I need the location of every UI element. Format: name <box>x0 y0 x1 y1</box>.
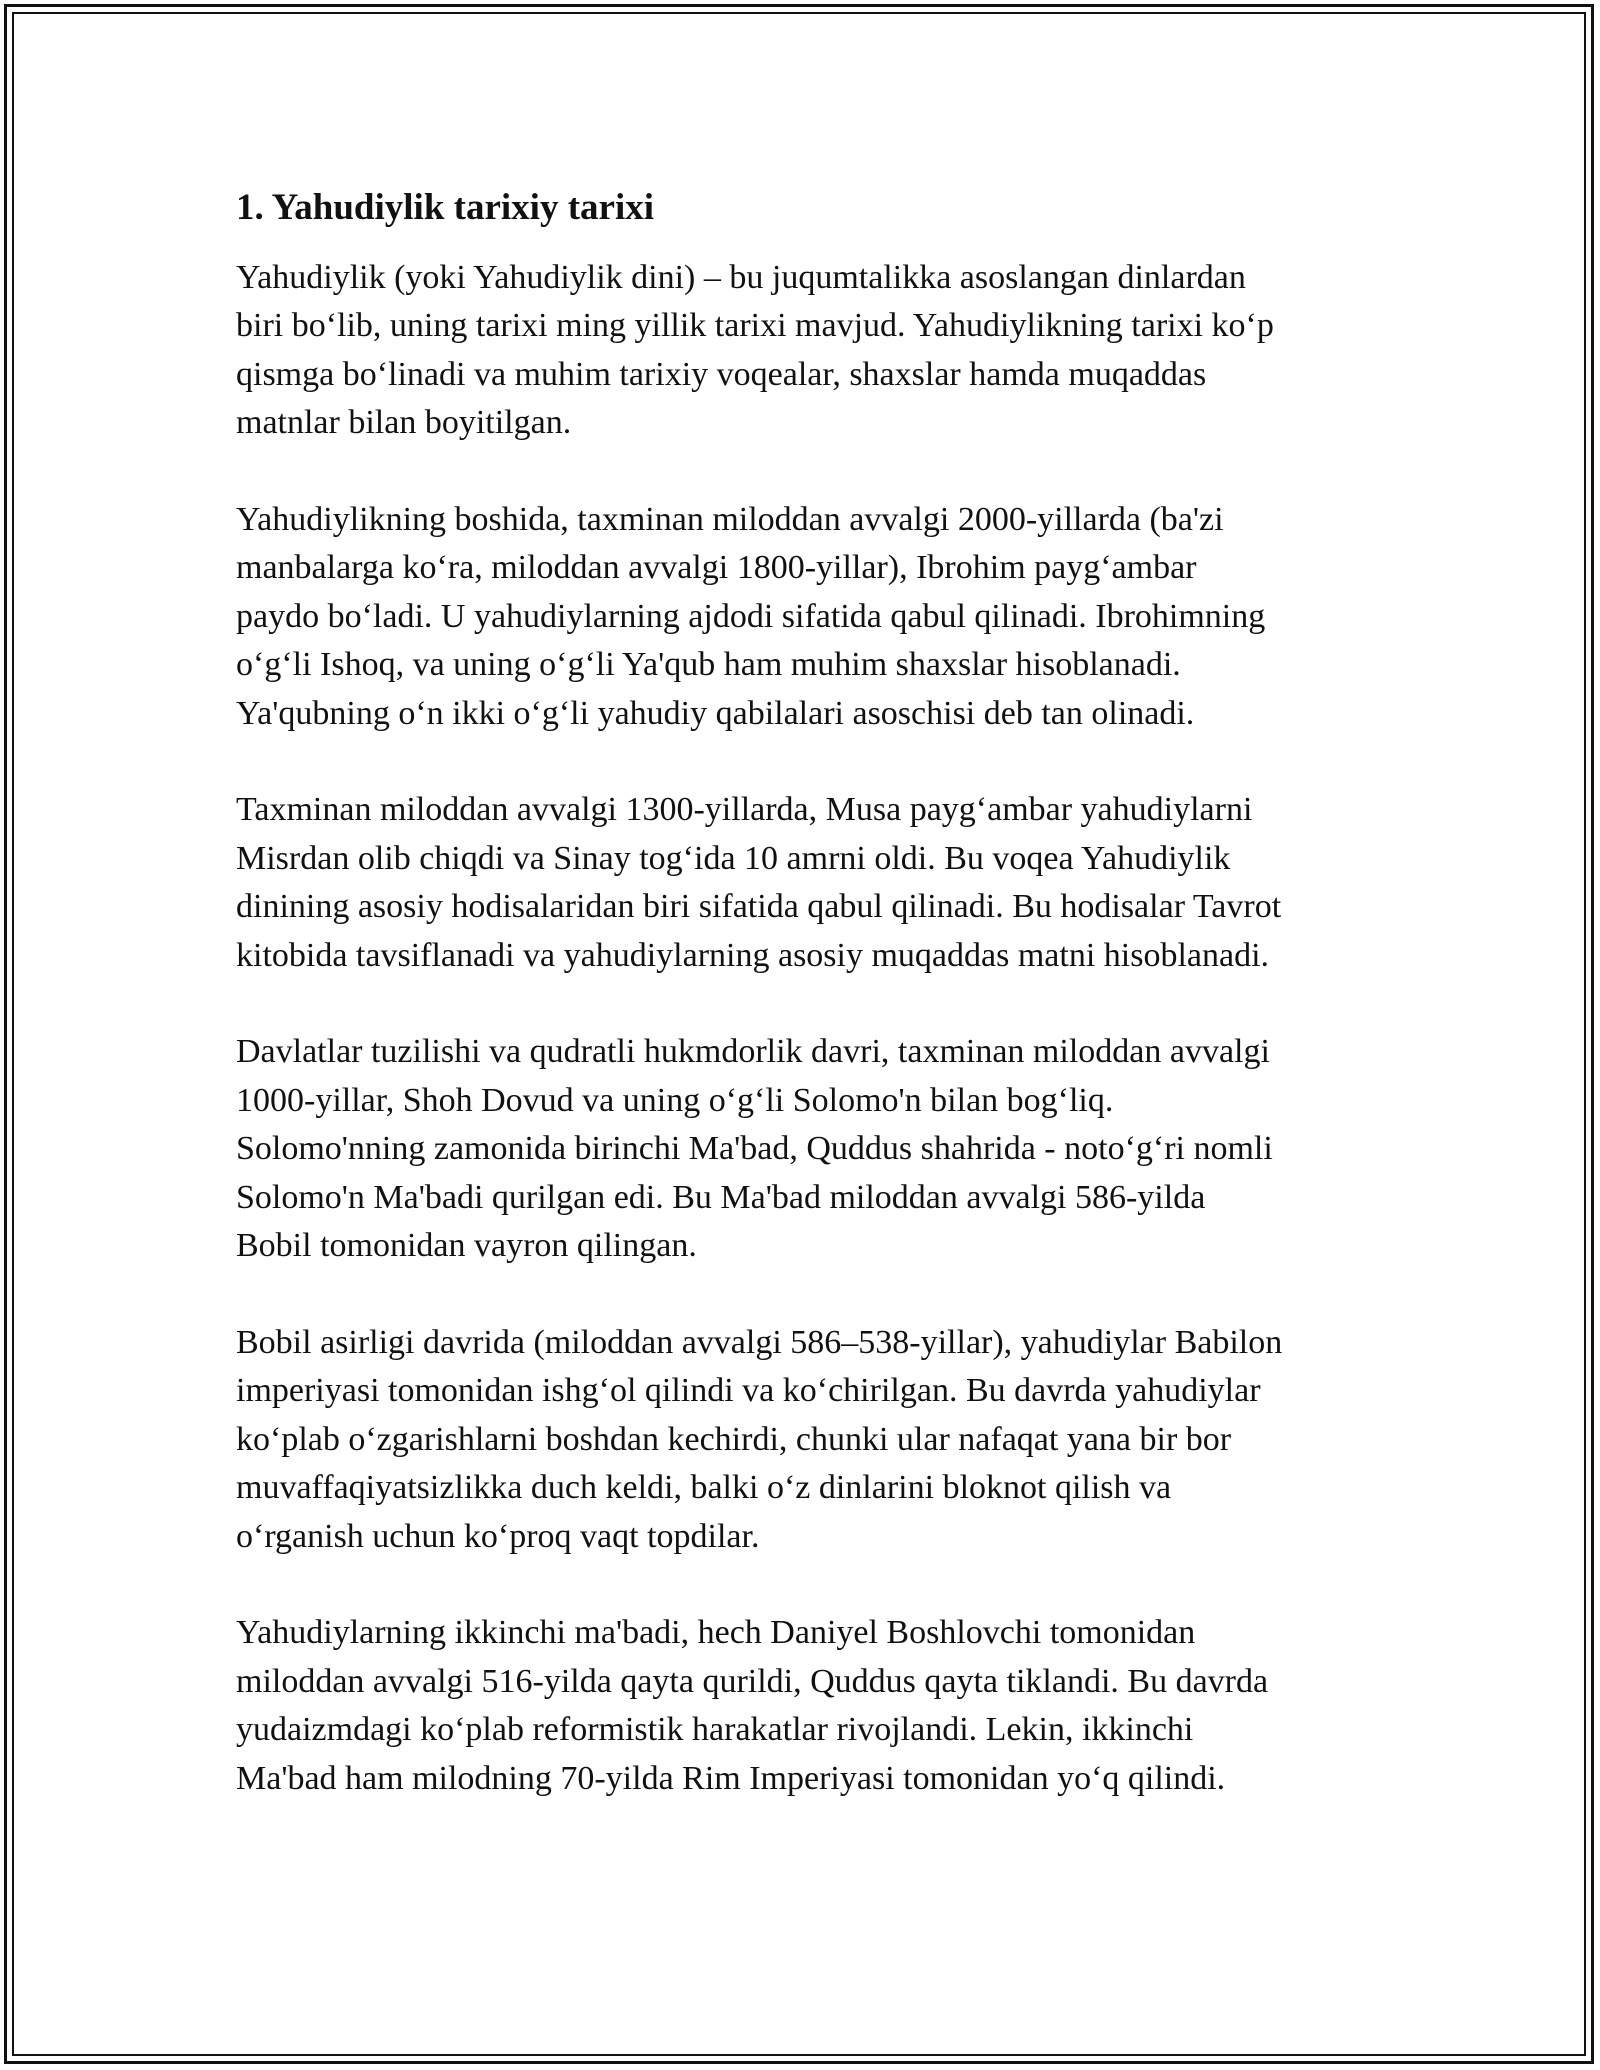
paragraph-musa: Taxminan miloddan avvalgi 1300-yillarda, Musa payg‘ambar yahudiylarni Misrdan olib chiqdi va Sinay tog‘ida 10 amrni oldi. Bu voqea Yahudiylik dinining asosiy hodisalaridan biri sifatida qabul qilinadi. Bu hodisalar Tavrot kitobida tavsiflanadi va yahudiylarning asosiy muqaddas matni hisoblanadi. <box>236 791 1282 974</box>
paragraph-bobil: Bobil asirligi davrida (miloddan avvalgi 586–538-yillar), yahudiylar Babilon imperiyasi tomonidan ishg‘ol qilindi va ko‘chirilgan. Bu davrda yahudiylar ko‘plab o‘zgarishlarni boshdan kechirdi, chunki ular nafaqat yana bir bor muvaffaqiyatsizlikka duch keldi, balki o‘z dinlarini bloknot qilish va o‘rganish uchun ko‘proq vaqt topdilar. <box>236 1323 1283 1555</box>
paragraph-dovud: Davlatlar tuzilishi va qudratli hukmdorlik davri, taxminan miloddan avvalgi 1000-yillar, Shoh Dovud va uning o‘g‘li Solomo'n bilan bog‘liq. Solomo'nning zamonida birinchi Ma'bad, Quddus shahrida - noto‘g‘ri nomli Solomo'n Ma'badi qurilgan edi. Bu Ma'bad miloddan avvalgi 586-yilda Bobil tomonidan vayron qilingan. <box>236 1033 1273 1265</box>
paragraph-intro: Yahudiylik (yoki Yahudiylik dini) – bu juqumtalikka asoslangan dinlardan biri bo‘lib, uning tarixi ming yillik tarixi mavjud. Yahudiylikning tarixi ko‘p qismga bo‘linadi va muhim tarixiy voqealar, shaxslar hamda muqaddas matnlar bilan boyitilgan. <box>236 259 1274 442</box>
section-heading: 1. Yahudiylik tarixiy tarixi <box>236 187 655 228</box>
document-body <box>236 185 1376 1851</box>
paragraph-second-temple: Yahudiylarning ikkinchi ma'badi, hech Daniyel Boshlovchi tomonidan miloddan avvalgi 516-yilda qayta qurildi, Quddus qayta tiklandi. Bu davrda yudaizmdagi ko‘plab reformistik harakatlar rivojlandi. Lekin, ikkinchi Ma'bad ham milodning 70-yilda Rim Imperiyasi tomonidan yo‘q qilindi. <box>236 1614 1269 1797</box>
paragraph-ibrohim: Yahudiylikning boshida, taxminan miloddan avvalgi 2000-yillarda (ba'zi manbalarga ko‘ra, miloddan avvalgi 1800-yillar), Ibrohim payg‘ambar paydo bo‘ladi. U yahudiylarning ajdodi sifatida qabul qilinadi. Ibrohimning o‘g‘li Ishoq, va uning o‘g‘li Ya'qub ham muhim shaxslar hisoblanadi. Ya'qubning o‘n ikki o‘g‘li yahudiy qabilalari asoschisi deb tan olinadi. <box>236 501 1266 732</box>
